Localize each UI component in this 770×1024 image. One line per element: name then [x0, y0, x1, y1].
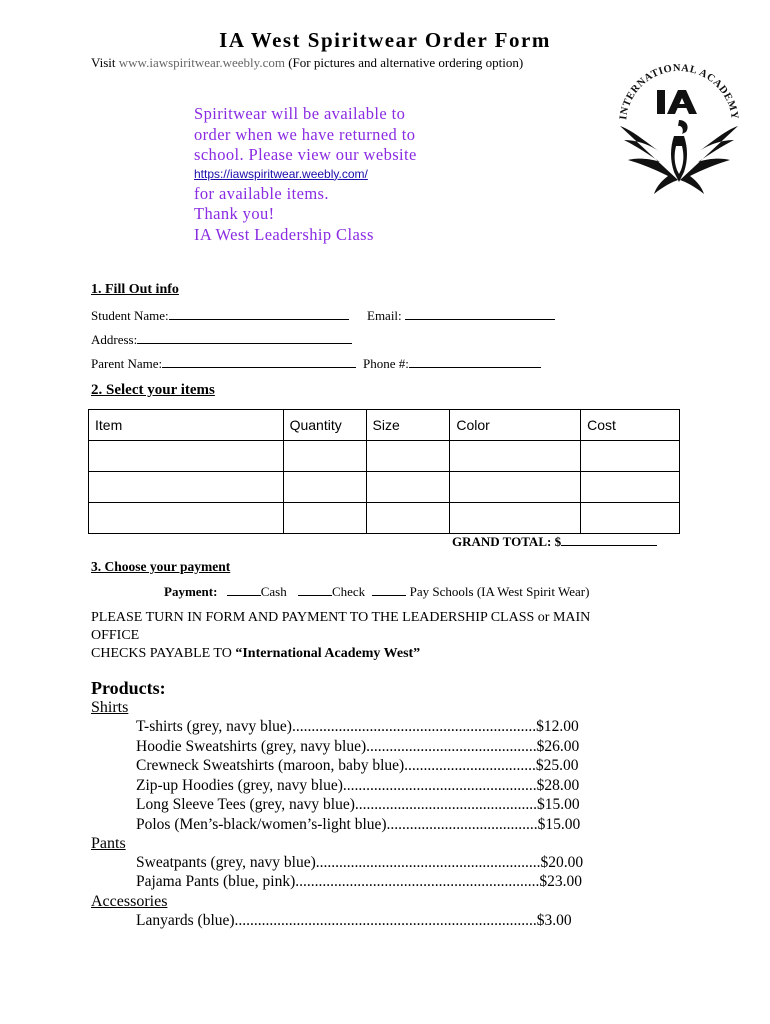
- phone-line[interactable]: [409, 356, 541, 368]
- cost-cell[interactable]: [581, 503, 680, 534]
- phone-field[interactable]: [363, 356, 541, 372]
- category-pants: Pants: [91, 835, 126, 852]
- student-name-line[interactable]: [169, 308, 349, 320]
- checks-payable-line: [91, 645, 590, 663]
- parent-name-label: Parent Name:: [91, 356, 163, 371]
- website-link[interactable]: www.iawspiritwear.weebly.com: [118, 55, 285, 70]
- pay-schools-option: Pay Schools (IA West Spirit Wear): [409, 584, 590, 599]
- grand-total-field[interactable]: [452, 534, 657, 550]
- quantity-cell[interactable]: [283, 441, 366, 472]
- visit-prefix: Visit: [91, 55, 119, 70]
- product-item: Sweatpants (grey, navy blue)..........................................................$20.00: [136, 854, 584, 871]
- notice-line: Spiritwear will be available to: [194, 104, 406, 123]
- color-cell[interactable]: [450, 503, 581, 534]
- pay-schools-checkbox-line[interactable]: [372, 584, 406, 596]
- cash-option: Cash: [260, 584, 287, 599]
- item-cell[interactable]: [89, 503, 284, 534]
- cash-checkbox-line[interactable]: [227, 584, 261, 596]
- category-shirts: Shirts: [91, 699, 129, 716]
- school-logo: [612, 60, 746, 198]
- product-item: Hoodie Sweatshirts (grey, navy blue)............................................$26.00: [136, 738, 580, 755]
- notice-line: Thank you!: [194, 204, 275, 223]
- turn-in-instructions: [91, 609, 590, 663]
- color-cell[interactable]: [450, 472, 581, 503]
- size-cell[interactable]: [366, 472, 450, 503]
- item-cell[interactable]: [89, 441, 284, 472]
- visit-suffix: (For pictures and alternative ordering option): [284, 55, 524, 70]
- instruction-line: PLEASE TURN IN FORM AND PAYMENT TO THE LEADERSHIP CLASS or MAIN: [91, 610, 591, 625]
- item-cell[interactable]: [89, 472, 284, 503]
- items-table: [88, 409, 680, 534]
- section-payment-heading: 3. Choose your payment: [91, 559, 231, 574]
- address-line[interactable]: [137, 332, 352, 344]
- product-item: T-shirts (grey, navy blue)...............................................................$12.00: [136, 718, 579, 735]
- product-item: Lanyards (blue)..............................................................................$3.00: [136, 912, 572, 929]
- email-field[interactable]: [367, 308, 555, 324]
- size-cell[interactable]: [366, 503, 450, 534]
- table-row: [89, 503, 680, 534]
- parent-name-line[interactable]: [162, 356, 356, 368]
- notice-website-link[interactable]: https://iawspiritwear.weebly.com/: [194, 166, 368, 181]
- products-heading: Products:: [91, 678, 166, 698]
- product-item: Long Sleeve Tees (grey, navy blue)...............................................$15.00: [136, 796, 580, 813]
- product-item: Pajama Pants (blue, pink)...............................................................$23.00: [136, 873, 583, 890]
- cost-cell[interactable]: [581, 472, 680, 503]
- column-header-cost: Cost: [581, 410, 680, 441]
- email-line[interactable]: [405, 308, 555, 320]
- column-header-item: Item: [89, 410, 284, 441]
- instruction-line: OFFICE: [91, 628, 140, 643]
- table-row: [89, 472, 680, 503]
- address-label: Address:: [91, 332, 138, 347]
- availability-notice: [194, 104, 494, 245]
- quantity-cell[interactable]: [283, 472, 366, 503]
- notice-line: for available items.: [194, 183, 329, 203]
- ia-monogram-icon: [657, 90, 697, 114]
- parent-name-field[interactable]: [91, 356, 356, 372]
- address-field[interactable]: [91, 332, 352, 348]
- payment-options: [164, 584, 589, 600]
- product-item: Polos (Men’s-black/women’s-light blue).......................................$15.00: [136, 816, 581, 833]
- column-header-size: Size: [366, 410, 450, 441]
- checks-prefix: CHECKS PAYABLE TO: [91, 646, 236, 661]
- section-select-items-heading: 2. Select your items: [91, 382, 215, 398]
- notice-signature: IA West Leadership Class: [194, 224, 374, 244]
- grand-total-label: GRAND TOTAL: $: [452, 534, 562, 549]
- notice-line: order when we have returned to: [194, 124, 416, 144]
- column-header-color: Color: [450, 410, 581, 441]
- quantity-cell[interactable]: [283, 503, 366, 534]
- notice-line: school. Please view our website: [194, 145, 417, 164]
- checks-payee: “International Academy West”: [235, 646, 421, 661]
- check-option: Check: [331, 584, 366, 599]
- visit-line: [91, 55, 523, 71]
- page-title: IA West Spiritwear Order Form: [219, 28, 551, 52]
- grand-total-line[interactable]: [561, 534, 657, 546]
- student-name-field[interactable]: [91, 308, 349, 324]
- phone-label: Phone #:: [363, 356, 409, 371]
- size-cell[interactable]: [366, 441, 450, 472]
- check-checkbox-line[interactable]: [298, 584, 332, 596]
- logo-arc-text: INTERNATIONAL ACADEMY: [618, 62, 740, 121]
- category-accessories: Accessories: [91, 893, 168, 910]
- cost-cell[interactable]: [581, 441, 680, 472]
- color-cell[interactable]: [450, 441, 581, 472]
- email-label: Email:: [367, 308, 402, 323]
- section-fill-out-info-heading: 1. Fill Out info: [91, 282, 179, 297]
- product-item: Crewneck Sweatshirts (maroon, baby blue)..................................$25.00: [136, 757, 579, 774]
- table-header-row: [89, 410, 680, 441]
- payment-label: Payment:: [164, 584, 218, 599]
- table-row: [89, 441, 680, 472]
- column-header-quantity: Quantity: [283, 410, 366, 441]
- product-item: Zip-up Hoodies (grey, navy blue)..................................................$28.00: [136, 777, 580, 794]
- student-name-label: Student Name:: [91, 308, 169, 323]
